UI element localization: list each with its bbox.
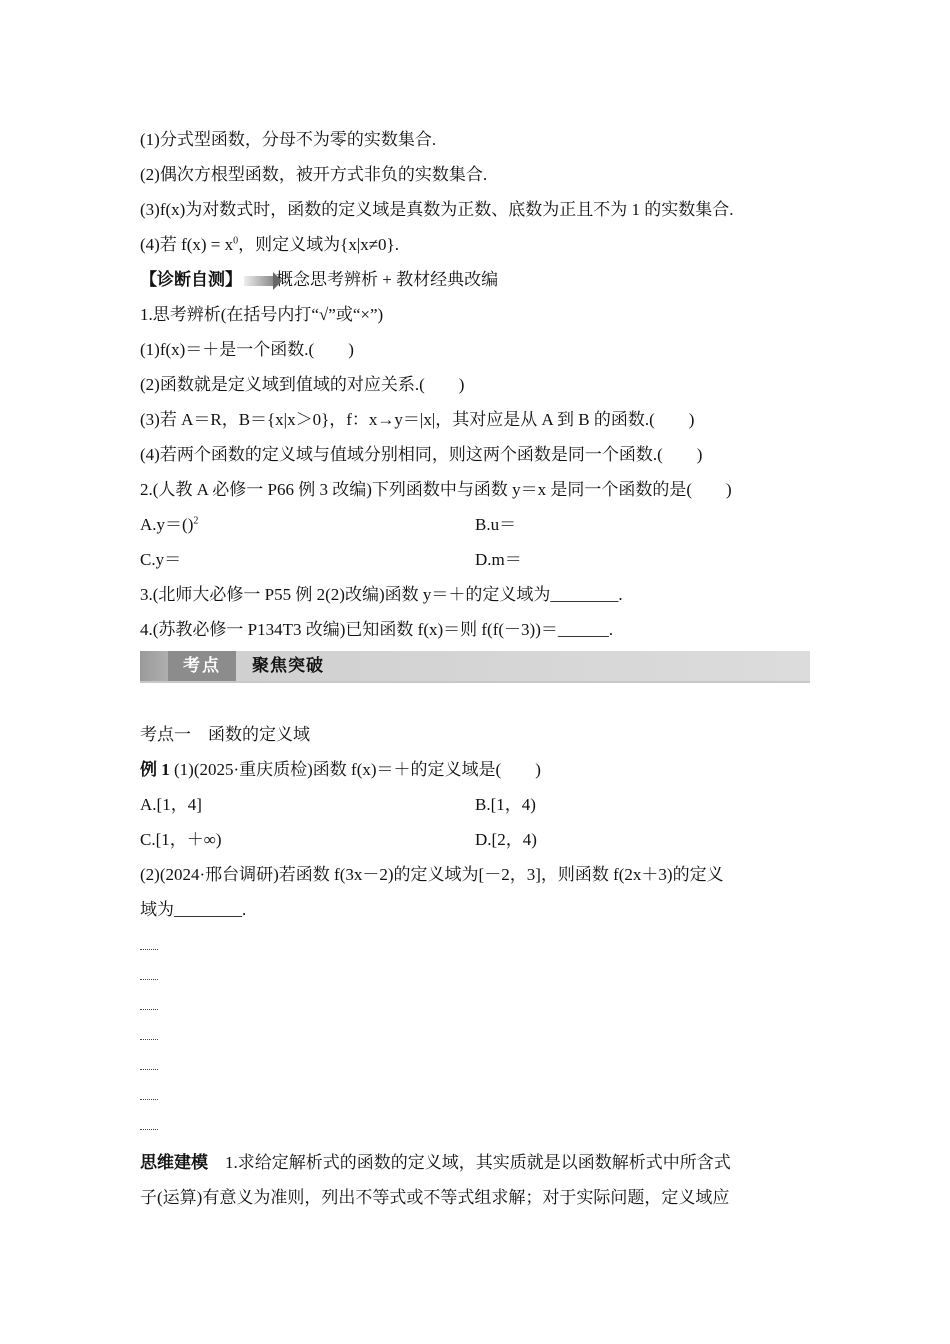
example-option-a: A.[1，4] [140, 795, 202, 814]
banner-title: 聚焦突破 [252, 656, 324, 676]
rule-4-exponent: 0 [233, 235, 239, 247]
thinking-label: 思维建模 [140, 1153, 208, 1172]
rule-3: (3)f(x)为对数式时，函数的定义域是真数为正数、底数为正且不为 1 的实数集合. [140, 200, 734, 219]
q2-options-row-2 [140, 542, 810, 577]
q1-stem: 1.思考辨析(在括号内打“√”或“×”) [140, 305, 384, 324]
page-content [140, 122, 810, 1215]
example-part2-line1: (2)(2024·邢台调研)若函数 f(3x－2)的定义域为[－2，3]，则函数 f(2x＋3)的定义 [140, 865, 724, 884]
example-option-d: D.[2，4) [475, 830, 537, 849]
example-options-row-2 [140, 822, 810, 857]
q4: 4.(苏教必修一 P134T3 改编)已知函数 f(x)＝则 f(f(－3))＝______. [140, 620, 614, 639]
example-label: 例 1 [140, 760, 170, 779]
answer-dotted-line [140, 1055, 810, 1085]
q2-option-d: D.m＝ [475, 550, 522, 569]
answer-dotted-line [140, 965, 810, 995]
section-banner [140, 651, 810, 683]
q2-options-row-1 [140, 507, 810, 542]
q1-item-1: (1)f(x)＝＋是一个函数.( ) [140, 340, 354, 359]
thinking-line-2: 子(运算)有意义为准则，列出不等式或不等式组求解；对于实际问题，定义域应 [140, 1188, 730, 1207]
q2-option-b: B.u＝ [475, 515, 517, 534]
thinking-text-1: 1.求给定解析式的函数的定义域，其实质就是以函数解析式中所含式 [208, 1153, 731, 1172]
rule-4-tail: ，则定义域为{x|x≠0}. [238, 235, 399, 254]
diagnosis-label: 【诊断自测】 [140, 270, 242, 289]
topic-heading: 考点一 函数的定义域 [140, 725, 310, 744]
answer-dotted-line [140, 1115, 810, 1145]
q3: 3.(北师大必修一 P55 例 2(2)改编)函数 y＝＋的定义域为________. [140, 585, 623, 604]
rule-1: (1)分式型函数，分母不为零的实数集合. [140, 130, 437, 149]
q2-option-c: C.y＝ [140, 550, 182, 569]
example-part2-line2: 域为________. [140, 900, 247, 919]
answer-dotted-line [140, 995, 810, 1025]
spacer-small [140, 927, 810, 935]
answer-dotted-line [140, 935, 810, 965]
banner-tag: 考点 [168, 651, 236, 681]
rule-4-text: (4)若 f(x) = x [140, 235, 234, 254]
diagnosis-subtitle: 概念思考辨析 + 教材经典改编 [276, 270, 499, 289]
example-options-row-1 [140, 787, 810, 822]
example-1-stem [140, 752, 810, 787]
example-1-text: (1)(2025·重庆质检)函数 f(x)＝＋的定义域是( ) [169, 760, 541, 779]
example-option-c: C.[1，＋∞) [140, 830, 222, 849]
example-option-b: B.[1，4) [475, 795, 536, 814]
answer-dotted-line [140, 1085, 810, 1115]
q2-option-a [140, 507, 475, 542]
q1-item-4: (4)若两个函数的定义域与值域分别相同，则这两个函数是同一个函数.( ) [140, 445, 703, 464]
diagnosis-heading [140, 262, 810, 297]
rule-4 [140, 227, 810, 262]
thinking-line-1 [140, 1145, 810, 1180]
spacer [140, 683, 810, 717]
q2-option-a-text: A.y＝() [140, 515, 194, 534]
q2-option-a-exponent: 2 [193, 515, 199, 527]
q2-stem: 2.(人教 A 必修一 P66 例 3 改编)下列函数中与函数 y＝x 是同一个函数的是( ) [140, 480, 732, 499]
q1-item-2: (2)函数就是定义域到值域的对应关系.( ) [140, 375, 465, 394]
arrow-icon [244, 276, 274, 286]
q1-item-3: (3)若 A＝R，B＝{x|x＞0}，f：x→y＝|x|，其对应是从 A 到 B 的函数.( ) [140, 410, 695, 429]
answer-dotted-line [140, 1025, 810, 1055]
rule-2: (2)偶次方根型函数，被开方式非负的实数集合. [140, 165, 488, 184]
